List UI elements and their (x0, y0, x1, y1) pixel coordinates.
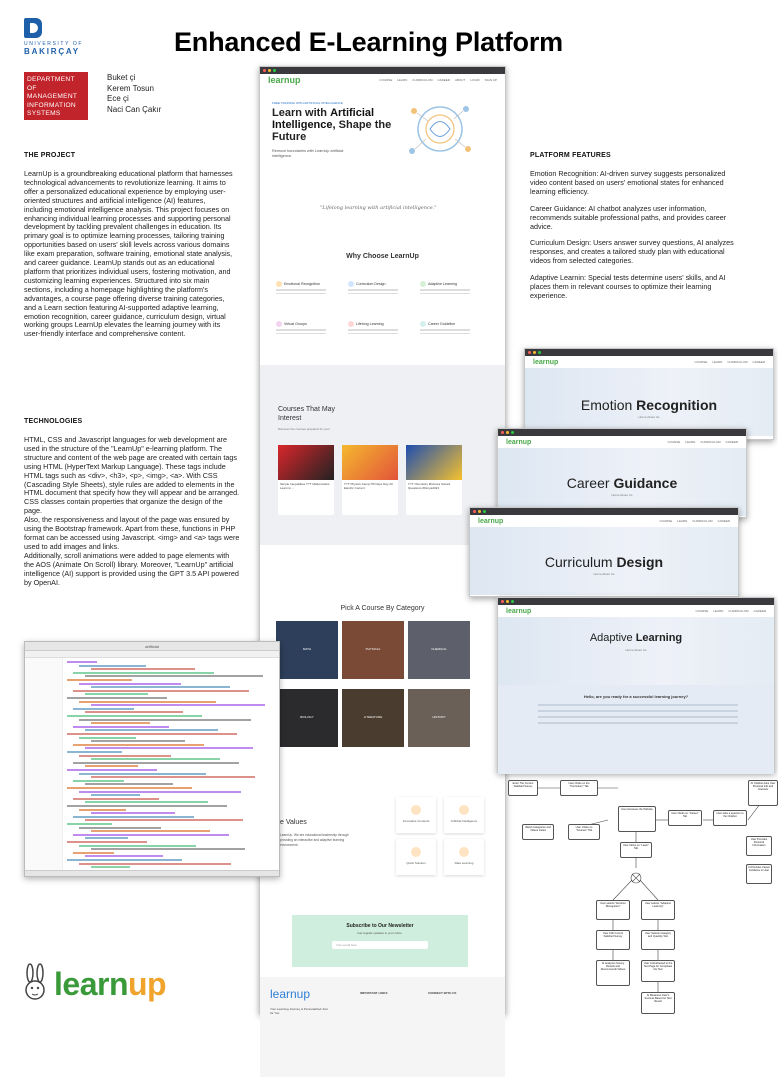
breadcrumb: Home About Us (593, 572, 615, 576)
code-line (67, 733, 237, 735)
emotion-icon (276, 281, 282, 287)
flowchart-step: User Fills Current Satisfied Survey (596, 930, 630, 950)
university-logo (24, 18, 94, 56)
course-card[interactable] (278, 445, 334, 515)
category-tile[interactable] (408, 621, 470, 679)
features-body (530, 170, 740, 309)
nav-link[interactable]: COURSE (695, 609, 709, 613)
code-line (67, 859, 182, 861)
code-line (79, 701, 216, 703)
nav-link[interactable]: LEARN (713, 609, 724, 613)
code-line (67, 805, 227, 807)
code-line (67, 715, 202, 717)
code-line (79, 737, 136, 739)
why-item (276, 281, 336, 294)
site-quote: "Lifelong learning with artificial intelligence." (320, 205, 437, 211)
poster-title: Enhanced E-Learning Platform (174, 27, 563, 57)
code-line (85, 729, 218, 731)
technologies-heading: TECHNOLOGIES (24, 418, 83, 425)
page-title: Career Guidance (566, 475, 678, 491)
why-item-label: Career Guideline (428, 321, 456, 326)
code-line (67, 787, 192, 789)
flowchart-step: AI Measures User's Success Based on Test Result (641, 992, 675, 1014)
values-heading: e Values (280, 819, 307, 826)
flowchart-step: User Selects Category and Quantity Test (641, 930, 675, 950)
author-list (107, 73, 161, 115)
department-logo (24, 72, 88, 120)
site-navbar (498, 605, 774, 617)
category-label: PHYSICAL (365, 647, 381, 651)
why-item-label: Emotional Recognition (284, 281, 320, 286)
ai-brain-illustration-icon (400, 89, 480, 169)
category-label: CHEMICAL (431, 647, 447, 651)
flowchart-step: User selects "Emotion Recognition" (596, 900, 630, 920)
rabbit-mascot-icon (22, 963, 48, 1005)
page-title: Curriculum Design (544, 554, 664, 570)
nav-link[interactable]: CURRICULUM (728, 609, 749, 613)
value-box: Innovative Contents (396, 797, 436, 833)
site-navbar (260, 74, 505, 86)
pick-heading: Pick A Course By Category (340, 605, 425, 612)
newsletter-subtitle: Get regular updates in your inbox. (357, 931, 403, 935)
site-brand[interactable]: learnup (506, 438, 532, 446)
code-line (73, 672, 214, 674)
code-line (85, 837, 128, 839)
code-line (67, 841, 147, 843)
code-line (67, 661, 97, 663)
nav-link[interactable]: CAREER (437, 78, 450, 82)
feature-item: Career Guidance: AI chatbot analyzes user information, recommends suitable professional paths, and provides career advice. (530, 203, 727, 231)
category-label: BIOLOGY (300, 715, 314, 719)
technologies-paragraph-1: HTML, CSS and Javascript languages for web development are used in the structure of the "LearnUp" e-learning platform. The structure and content of the web page are created with certain tags using HTML (HyperText Markup Language). These tags include HTML tags such as <div>, <h3>, <p>, <img>, <a>. With CSS (Cascading Style Sheets), style rules are added to elements in the HTML document that specify how they will appear and be arranged. CSS classes contain properties that organize the design of the page. (24, 435, 240, 516)
code-line (79, 683, 181, 685)
code-line (67, 697, 167, 699)
code-line (91, 830, 210, 832)
code-line (91, 740, 185, 742)
code-line (67, 769, 157, 771)
author-name: Ece çi (107, 94, 129, 103)
value-box: Quick Solution (396, 839, 436, 875)
why-item-label: Virtual Groups (284, 321, 307, 326)
course-card-title: Simple Inequalities TYT Mathematics Learn to ... (280, 482, 330, 490)
feature-item: Emotion Recognition: AI-driven survey suggests personalized video content based on users' emotional states for enhanced learning efficiency. (530, 169, 726, 196)
code-line (85, 711, 183, 713)
breadcrumb: Home About Us (611, 493, 633, 497)
code-line (67, 679, 132, 681)
technologies-paragraph-2: Also, the responsiveness and layout of the page was ensured by using the Bootstrap framework. Apart from these, functions in PHP format can be accessed using Javascript. <img> and <a> tags were used to add images and links. (24, 515, 240, 551)
flowchart-step: User selects "Adaptive Learning" (641, 900, 675, 920)
why-item-label: Adaptive Learning (428, 281, 457, 286)
courses-subtitle: Discover the courses prepared for you! (278, 427, 330, 431)
nav-link[interactable]: CURRICULUM (700, 440, 721, 444)
why-item (348, 321, 408, 334)
features-heading: PLATFORM FEATURES (530, 152, 611, 159)
code-line (73, 708, 134, 710)
nav-link[interactable]: LEARN (712, 360, 723, 364)
site-brand[interactable]: learnup (268, 75, 301, 85)
department-line: SYSTEMS (27, 110, 61, 118)
code-line (85, 855, 163, 857)
groups-icon (276, 321, 282, 327)
project-paragraph: LearnUp is a groundbreaking educational platform that harnesses technological advancements to revolutionize learning. It aims to offer a personalized educational experience by employing user-oriented structures and artificial intelligence (AI) features, including emotional intelligence analysis. This project focuses on enhancing individual learning processes and supporting personal development by tackling prevalent challenges in education. Its primary goal is to optimize learning processes, tailoring training opportunities based on users' skill levels across various domains like exam preparation, software training, emotional state analysis, and career guidance. LearnUp stands out as an educational platform that prioritizes individual users, fostering motivation, and customizing learning experiences. Structured into six main sections, including a homepage highlighting the platform's advantages, a course page offering diverse training categories, and a Learn section featuring AI-supported adaptive learning, emotion recognition, career guidance, curriculum design, virtual working groups LearnUp elevates the learning journey with its user-friendly interface and comprehensive content. (24, 169, 233, 339)
value-box: Data Learning (444, 839, 484, 875)
why-item-label: Curriculum Design (356, 281, 386, 286)
editor-tabs (25, 651, 279, 658)
category-tile[interactable] (342, 689, 404, 747)
category-tile[interactable] (276, 621, 338, 679)
flowchart-step: AI Chatbot Asks User Personal Info and Interests (748, 780, 778, 806)
why-item (420, 321, 480, 334)
why-heading: Why Choose LearnUp (346, 253, 419, 260)
code-line (79, 827, 161, 829)
logo-word-learn: learn (54, 965, 128, 1002)
flowchart-step: Enter The Current Satisfied Survey (508, 780, 538, 796)
value-box: Artificial Intelligence (444, 797, 484, 833)
university-line2: BAKIRÇAY (24, 47, 80, 56)
flowchart-step: User Clicks on "Career" Tab (668, 810, 702, 826)
flowchart-step: User Accesses the Website (618, 806, 656, 832)
code-line (91, 704, 265, 706)
code-line (67, 823, 112, 825)
feature-item: Curriculum Design: Users answer survey questions, AI analyzes responses, and creates a tailored study plan with educational videos from selected categories. (530, 238, 734, 266)
code-line (91, 812, 175, 814)
nav-link[interactable]: LOGIN (470, 78, 480, 82)
code-line (79, 719, 251, 721)
close-dot-icon (263, 69, 266, 72)
author-name: Naci Can Çakır (107, 104, 162, 114)
code-line (85, 819, 243, 821)
code-line (79, 665, 146, 667)
technologies-paragraph-3: Additionally, scroll animations were added to page elements with the AOS (Animate On Scroll) library. Moreover, "LearnUp" artificial intelligence (AI) support is provided using the GPT 3.5 API powered by OpenAI. (24, 550, 239, 587)
flowchart-step: AI Provides Career Guidance to User (746, 864, 772, 884)
nav-link[interactable]: CAREER (753, 609, 766, 613)
footer-links-heading: IMPORTANT LINKS (360, 991, 388, 995)
nav-link[interactable]: CURRICULUM (692, 519, 713, 523)
adaptive-icon (420, 281, 426, 287)
adaptive-question: Hello, are you ready for a successful learning journey? (583, 694, 689, 699)
nav-link[interactable]: ABOUT (454, 78, 466, 82)
breadcrumb: Home About Us (638, 415, 660, 419)
course-card-title: TYT Physics Camp! 55 Days Day 20 Electric Current (344, 482, 393, 490)
newsletter-section (292, 915, 468, 967)
university-mark-icon (24, 18, 42, 38)
course-card[interactable] (342, 445, 398, 515)
minimize-dot-icon (268, 69, 271, 72)
category-label: HISTORY (432, 715, 446, 719)
department-line: DEPARTMENT OF (27, 76, 75, 92)
site-brand[interactable]: learnup (478, 517, 504, 525)
course-card-title: TYT Chemistry Mixtures Solved Questions #Kimya2023 (408, 482, 451, 490)
code-line (85, 783, 173, 785)
nav-link[interactable]: SIGN UP (484, 78, 497, 82)
code-line (73, 852, 114, 854)
curriculum-design-screenshot (469, 507, 739, 597)
nav-link[interactable]: LEARN (685, 440, 696, 444)
code-line (73, 744, 204, 746)
author-name: Kerem Tosun (107, 83, 154, 93)
career-guidance-screenshot (497, 428, 747, 518)
nav-link[interactable]: LEARN (397, 78, 408, 82)
nav-link[interactable]: COURSE (659, 519, 673, 523)
site-navbar (525, 356, 773, 368)
page-title: Adaptive Learning (589, 632, 683, 644)
hero-title-bold: Artificial Intelligence, (272, 107, 375, 131)
author-name: Buket çi (107, 73, 136, 82)
editor-statusbar (25, 870, 279, 876)
flowchart-step: User is Redirected to the Test Page for Completes the Test (641, 960, 675, 982)
hero-title-part: Shape the Future (272, 119, 392, 143)
values-text: LearnUp. We are educational leadership through providing an interactive and adaptive learning environment. (280, 833, 349, 847)
code-line (85, 675, 263, 677)
code-line (91, 758, 220, 760)
footer-brand[interactable]: learnup (270, 987, 311, 1001)
code-line (91, 722, 150, 724)
department-line: MANAGEMENT (27, 93, 78, 101)
flowchart-step: User Clicks on "Courses" Tab (568, 824, 600, 840)
logo-word-up: up (127, 965, 167, 1002)
code-line (79, 791, 241, 793)
newsletter-email-input[interactable]: Your email here (332, 941, 428, 949)
flowchart-step: AI Analyzes Survey Results and Recommends Videos (596, 960, 630, 986)
nav-link[interactable]: COURSE (379, 78, 393, 82)
nav-link[interactable]: CURRICULUM (727, 360, 748, 364)
code-line (79, 863, 231, 865)
code-line (67, 751, 122, 753)
flowchart (508, 770, 776, 1024)
code-line (85, 747, 253, 749)
emotion-recognition-screenshot (524, 348, 774, 440)
curriculum-icon (348, 281, 354, 287)
flowchart-step: User Provides Personal Information (746, 836, 772, 856)
hero-tag: FREE TRAINING WITH ARTIFICIAL INTELLIGENCE (272, 101, 343, 105)
technologies-body (24, 436, 240, 595)
why-item (276, 321, 336, 334)
flowchart-step: Watch Categories and Videos Listed (522, 824, 554, 840)
footer-contact-heading: CONNECT WITH US (428, 991, 457, 995)
flowchart-step: User Clicks on "Learn" Tab (620, 842, 652, 858)
hero-title-part: Learn with (272, 107, 328, 119)
code-line (73, 780, 124, 782)
why-item (348, 281, 408, 294)
site-brand[interactable]: learnup (506, 607, 532, 615)
why-item-label: Lifelong Learning (356, 321, 384, 326)
footer-tagline: Your Learning Journey is Personalized Just for You (270, 1007, 328, 1015)
nav-link[interactable]: COURSE (667, 440, 681, 444)
newsletter-heading: Subscribe to Our Newsletter (346, 923, 414, 929)
nav-link[interactable]: LEARN (677, 519, 688, 523)
nav-link[interactable]: CURRICULUM (412, 78, 433, 82)
category-tile[interactable] (342, 621, 404, 679)
adaptive-learning-screenshot (497, 597, 775, 773)
code-line (79, 809, 126, 811)
code-line (91, 848, 245, 850)
flowchart-step: User asks a question to the Chatbot (713, 810, 747, 826)
category-tile[interactable] (276, 689, 338, 747)
category-tile[interactable] (408, 689, 470, 747)
code-line (73, 816, 194, 818)
hero-title (272, 107, 402, 143)
code-line (73, 762, 239, 764)
lifelong-icon (348, 321, 354, 327)
course-card[interactable] (406, 445, 462, 515)
code-editor-screenshot (24, 641, 280, 877)
career-icon (420, 321, 426, 327)
site-navbar (498, 436, 746, 448)
nav-link[interactable]: CAREER (717, 519, 730, 523)
learnup-logo (22, 963, 166, 1005)
code-line (85, 765, 138, 767)
flowchart-step: User Clicks on the "Curriculum" Tab (560, 780, 598, 796)
site-footer (260, 977, 505, 1077)
site-navbar (470, 515, 738, 527)
site-brand[interactable]: learnup (533, 358, 559, 366)
maximize-dot-icon (273, 69, 276, 72)
category-label: MATH (302, 647, 312, 651)
category-label: LITERATURE (363, 715, 383, 719)
hero-subtitle: Remove boundaries with LearnUp artificial intelligence. (272, 149, 344, 158)
code-line (79, 845, 196, 847)
code-line (91, 866, 130, 868)
breadcrumb: Home About Us (625, 648, 647, 652)
code-line (91, 686, 230, 688)
nav-link[interactable]: CAREER (752, 360, 765, 364)
code-line (73, 834, 229, 836)
nav-link[interactable]: CAREER (725, 440, 738, 444)
project-heading: THE PROJECT (24, 152, 76, 159)
editor-title: artificial (25, 642, 279, 651)
courses-heading: Courses That May Interest (278, 406, 336, 422)
page-title: Emotion Recognition (580, 397, 718, 413)
code-line (85, 801, 208, 803)
logo-wordmark (54, 966, 166, 1003)
code-line (91, 668, 195, 670)
editor-gutter (25, 658, 63, 870)
code-line (73, 798, 159, 800)
code-line (79, 755, 171, 757)
university-line1: UNIVERSITY OF (24, 41, 84, 47)
project-body (24, 170, 234, 347)
code-line (91, 776, 255, 778)
feature-item: Adaptive Learnin: Special tests determine users' skills, and AI places them in relevant courses to optimize their learning experience. (530, 273, 726, 300)
code-line (79, 773, 206, 775)
code-line (73, 690, 249, 692)
nav-link[interactable]: COURSE (694, 360, 708, 364)
code-line (85, 693, 148, 695)
why-item (420, 281, 480, 294)
code-line (73, 726, 169, 728)
department-line: INFORMATION (27, 101, 76, 109)
code-line (91, 794, 140, 796)
browser-titlebar (260, 67, 505, 74)
